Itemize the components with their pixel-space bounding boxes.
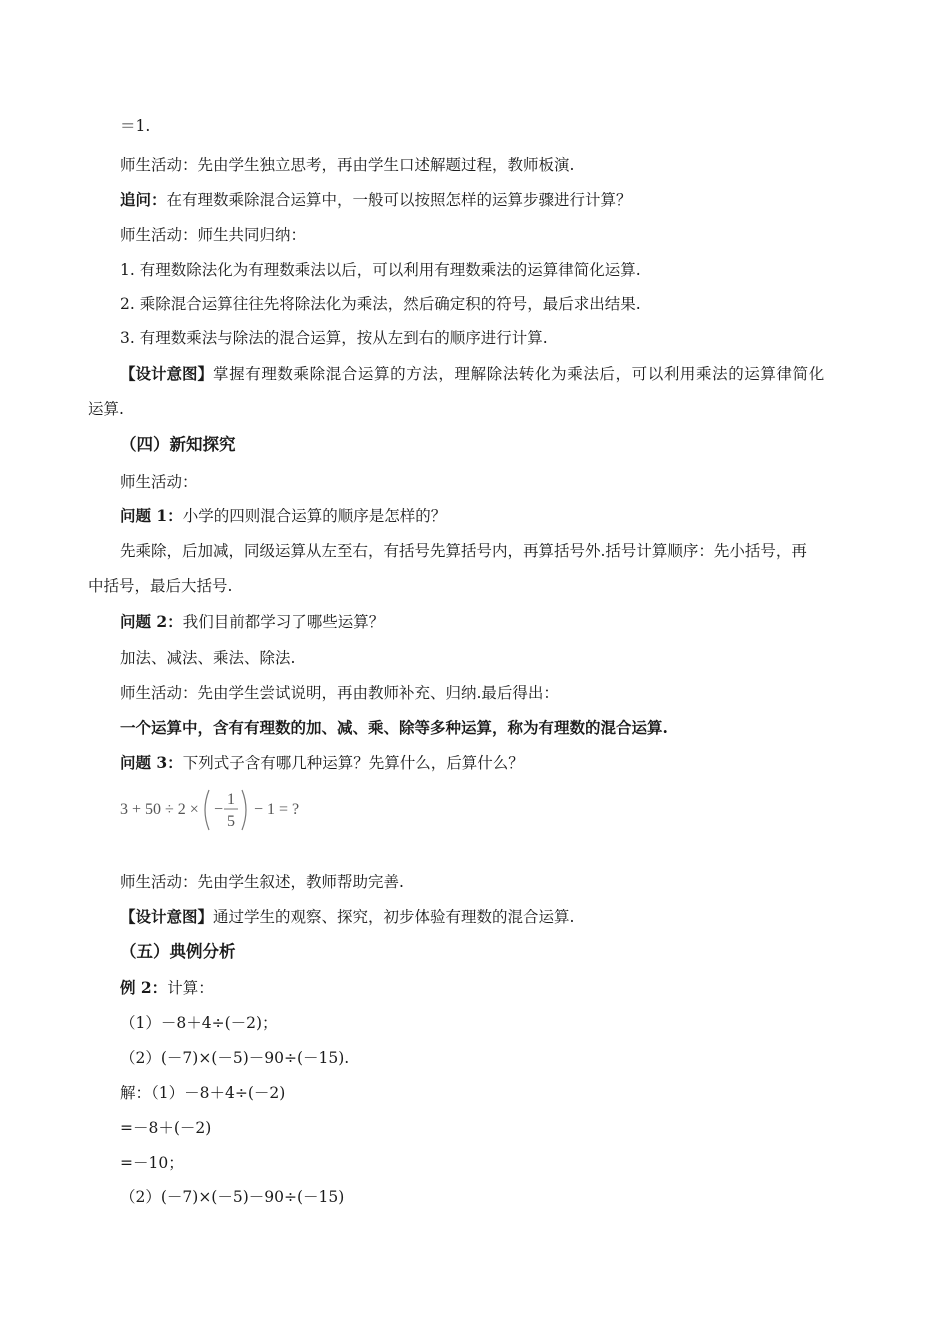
follow-up-label: 追问： [120, 190, 167, 209]
question-text: 下列式子含有哪几种运算？先算什么，后算什么？ [182, 754, 524, 772]
design-intent [120, 364, 825, 384]
paragraph-continued: 中括号，最后大括号. [88, 577, 233, 595]
list-item: 2. 乘除混合运算往往先将除法化为乘法，然后确定积的符号，最后求出结果. [120, 295, 641, 313]
question-2 [120, 612, 384, 632]
solution-line: 解：（1）－8＋4÷(－2) [120, 1084, 286, 1102]
paragraph: 师生活动：师生共同归纳： [120, 226, 307, 244]
design-intent-text: 通过学生的观察、探究，初步体验有理数的混合运算. [213, 908, 575, 926]
example-2 [120, 978, 214, 998]
follow-up-text: 在有理数乘除混合运算中，一般可以按照怎样的运算步骤进行计算？ [166, 191, 632, 209]
fraction-numerator: 1 [227, 791, 235, 808]
exercise-item: （1）－8＋4÷(－2)； [120, 1014, 278, 1032]
equation-result: ＝1. [120, 117, 151, 135]
question-3 [120, 753, 524, 773]
paragraph: 加法、减法、乘法、除法. [120, 649, 296, 667]
solution-line: =－8＋(－2) [120, 1119, 212, 1137]
design-intent-continued: 运算. [88, 400, 124, 418]
question-text: 我们目前都学习了哪些运算？ [182, 613, 385, 631]
question-label: 问题 3： [120, 753, 183, 772]
paragraph: 师生活动：先由学生独立思考，再由学生口述解题过程，教师板演. [120, 156, 575, 174]
design-intent-label: 【设计意图】 [120, 907, 214, 926]
left-paren [205, 790, 209, 830]
design-intent-label: 【设计意图】 [120, 364, 214, 383]
section-heading: （四）新知探究 [120, 435, 236, 454]
paragraph: 师生活动：先由学生尝试说明，再由教师补充、归纳.最后得出： [120, 684, 559, 702]
question-label: 问题 2： [120, 612, 183, 631]
paragraph: 师生活动：先由学生叙述，教师帮助完善. [120, 873, 404, 891]
solution-line: （2）(－7)×(－5)－90÷(－15) [120, 1188, 345, 1206]
solution-line: =－10； [120, 1154, 184, 1172]
follow-up-question [120, 190, 632, 210]
formula-sign: − [214, 801, 224, 818]
math-formula [120, 786, 310, 834]
formula-right: − 1 = ? [254, 801, 300, 818]
question-label: 问题 1： [120, 506, 183, 525]
design-intent [120, 907, 574, 927]
question-1 [120, 506, 446, 526]
right-paren [242, 790, 246, 830]
fraction-denominator: 5 [227, 813, 235, 830]
exercise-item: （2）(－7)×(－5)－90÷(－15). [120, 1049, 350, 1067]
section-heading: （五）典例分析 [120, 942, 236, 961]
paragraph: 先乘除，后加减，同级运算从左至右，有括号先算括号内，再算括号外.括号计算顺序：先小括号，再 [120, 542, 807, 560]
list-item: 1. 有理数除法化为有理数乘法以后，可以利用有理数乘法的运算律简化运算. [120, 261, 641, 279]
definition: 一个运算中，含有有理数的加、减、乘、除等多种运算，称为有理数的混合运算. [120, 718, 668, 737]
example-text: 计算： [167, 979, 214, 997]
question-text: 小学的四则混合运算的顺序是怎样的？ [182, 507, 447, 525]
list-item: 3. 有理数乘法与除法的混合运算，按从左到右的顺序进行计算. [120, 329, 548, 347]
design-intent-text: 掌握有理数乘除混合运算的方法，理解除法转化为乘法后，可以利用乘法的运算律简化 [213, 365, 825, 383]
paragraph: 师生活动： [120, 473, 198, 491]
example-label: 例 2： [120, 978, 168, 997]
formula-left: 3 + 50 ÷ 2 × [120, 801, 199, 818]
